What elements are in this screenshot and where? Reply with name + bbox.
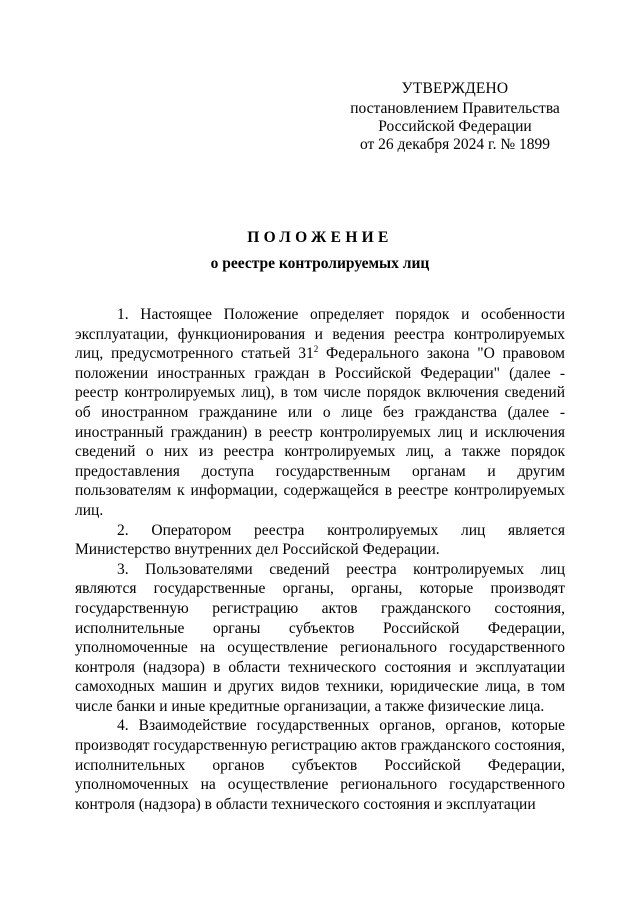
paragraph-1-part-2: Федерального закона "О правовом положении иностранных граждан в Российской Федерации" (далее - реестр контролируемых лиц), в том числе порядок включения сведений об иностранном гражданине или о лице без гражданства (далее - иностранный гражданин) в реестр контролируемых лиц и исключения сведений о них из реестра контролируемых лиц, а также порядок предоставления доступа государственным органам и другим пользователям к информации, содержащейся в реестре контролируемых лиц. [75, 345, 565, 519]
approval-heading: УТВЕРЖДЕНО [401, 80, 509, 97]
approval-stamp [330, 80, 580, 154]
paragraph-1-superscript: 2 [313, 344, 319, 355]
paragraph-1-part-1: 1. Настоящее Положение определяет порядок и особенности эксплуатации, функционирования и ведения реестра контролируемых лиц, предусмотренного статьей 31 [75, 306, 565, 363]
document-subtitle: о реестре контролируемых лиц [210, 255, 430, 272]
document-body [75, 305, 565, 814]
paragraph-1 [75, 305, 565, 521]
paragraph-3: 3. Пользователями сведений реестра контролируемых лиц являются государственные органы, органы, которые производят государственную регистрацию актов гражданского состояния, исполнительные органы субъектов Российской Федерации, уполномоченные на осуществление регионального государственного контроля (надзора) в области технического состояния и эксплуатации самоходных машин и других видов техники, юридические лица, в том числе банки и иные кредитные организации, а также физические лица. [75, 560, 565, 715]
paragraph-2: 2. Оператором реестра контролируемых лиц является Министерство внутренних дел Российской Федерации. [75, 521, 565, 559]
document-title-block [0, 228, 640, 274]
document-title: ПОЛОЖЕНИЕ [247, 229, 393, 246]
paragraph-4: 4. Взаимодействие государственных органов, органов, которые производят государственную регистрацию актов гражданского состояния, исполнительных органов субъектов Российской Федерации, уполномоченных на осуществление регионального государственного контроля (надзора) в области технического состояния и эксплуатации [75, 717, 565, 813]
approval-line-2: Российской Федерации [378, 118, 532, 135]
approval-line-1: постановлением Правительства [350, 100, 560, 117]
approval-line-3: от 26 декабря 2024 г. № 1899 [359, 136, 551, 153]
